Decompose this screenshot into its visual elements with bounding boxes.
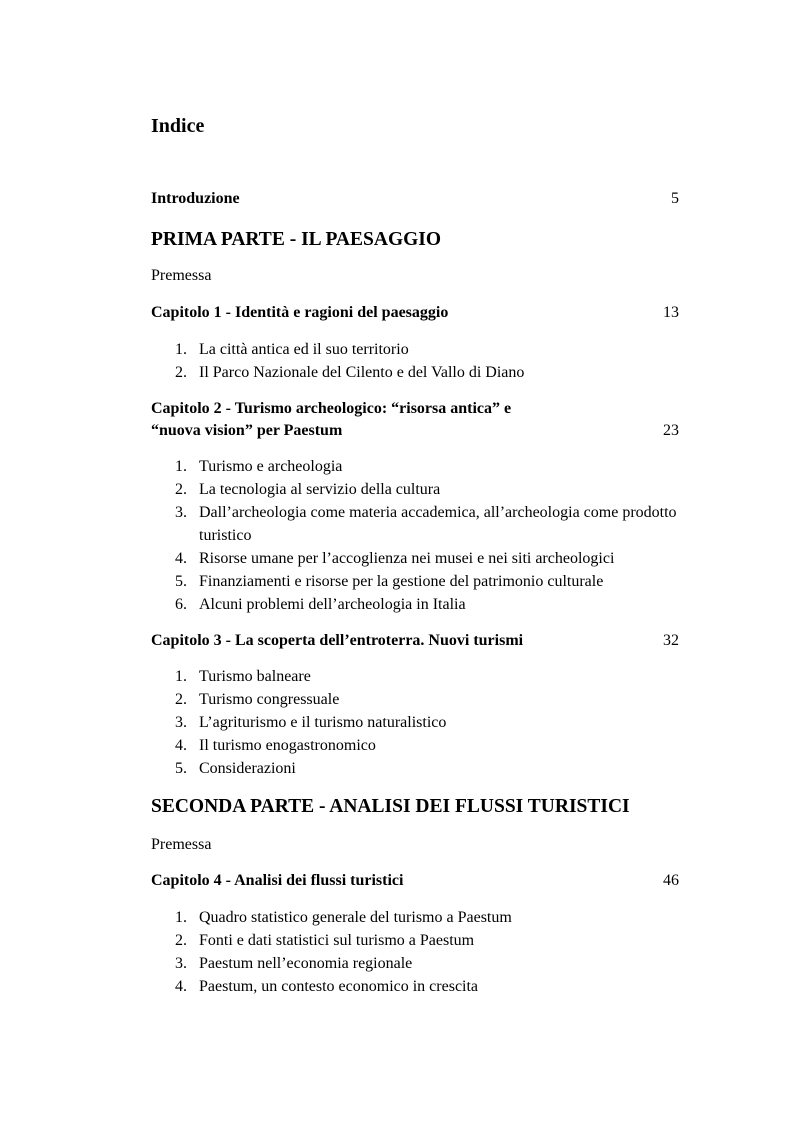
toc-page-number: 5 xyxy=(671,190,679,207)
toc-page-number: 23 xyxy=(663,422,679,439)
list-item[interactable]: 1. Turismo e archeologia xyxy=(175,458,343,475)
chapter-heading-4[interactable] xyxy=(151,870,681,892)
list-item[interactable]: 3. Paestum nell’economia regionale xyxy=(175,955,413,972)
chapter-title-line-1: Capitolo 2 - Turismo archeologico: “risorsa antica” e xyxy=(151,400,512,417)
part-heading-1: PRIMA PARTE - IL PAESAGGIO xyxy=(151,229,442,250)
chapter-2-items xyxy=(151,455,681,616)
toc-page-number: 46 xyxy=(663,872,679,889)
premessa-part-1[interactable]: Premessa xyxy=(151,267,212,284)
chapter-heading-2[interactable] xyxy=(151,398,681,442)
chapter-4-items xyxy=(151,906,681,998)
list-item[interactable]: 6. Alcuni problemi dell’archeologia in Italia xyxy=(175,596,466,613)
premessa-part-2[interactable]: Premessa xyxy=(151,836,212,853)
toc-page-number: 32 xyxy=(663,632,679,649)
part-heading-2: SECONDA PARTE - ANALISI DEI FLUSSI TURISTICI xyxy=(151,796,630,817)
list-item[interactable]: 5. Finanziamenti e risorse per la gestione del patrimonio culturale xyxy=(175,573,604,590)
list-item[interactable]: 4. Risorse umane per l’accoglienza nei musei e nei siti archeologici xyxy=(175,550,615,567)
list-item[interactable]: 4. Paestum, un contesto economico in crescita xyxy=(175,978,479,995)
list-item[interactable]: 2. Il Parco Nazionale del Cilento e del Vallo di Diano xyxy=(175,364,525,381)
toc-entry-label: Introduzione xyxy=(151,190,240,207)
chapter-title: Capitolo 4 - Analisi dei flussi turistici xyxy=(151,872,404,889)
chapter-3-items xyxy=(151,665,681,780)
list-item[interactable]: 3. L’agriturismo e il turismo naturalistico xyxy=(175,714,447,731)
toc-entry-introduzione[interactable] xyxy=(151,188,681,210)
list-item[interactable]: 1. Quadro statistico generale del turismo a Paestum xyxy=(175,909,512,926)
chapter-heading-3[interactable] xyxy=(151,630,681,652)
list-item[interactable]: 2. Fonti e dati statistici sul turismo a Paestum xyxy=(175,932,475,949)
list-item[interactable]: 5. Considerazioni xyxy=(175,760,296,777)
chapter-title: Capitolo 1 - Identità e ragioni del paesaggio xyxy=(151,304,449,321)
list-item[interactable]: 2. Turismo congressuale xyxy=(175,691,340,708)
chapter-heading-1[interactable] xyxy=(151,302,681,324)
list-item[interactable]: 1. Turismo balneare xyxy=(175,668,311,685)
list-item[interactable]: 1. La città antica ed il suo territorio xyxy=(175,341,409,358)
list-item[interactable]: 2. La tecnologia al servizio della cultura xyxy=(175,481,441,498)
chapter-1-items xyxy=(151,338,681,384)
toc-page-number: 13 xyxy=(663,304,679,321)
page-title: Indice xyxy=(151,115,205,137)
list-item[interactable]: 3. Dall’archeologia come materia accademica, all’archeologia come prodotto turistico xyxy=(175,504,677,544)
list-item[interactable]: 4. Il turismo enogastronomico xyxy=(175,737,376,754)
chapter-title: Capitolo 3 - La scoperta dell’entroterra. Nuovi turismi xyxy=(151,632,524,649)
chapter-title-line-2: “nuova vision” per Paestum xyxy=(151,422,343,439)
